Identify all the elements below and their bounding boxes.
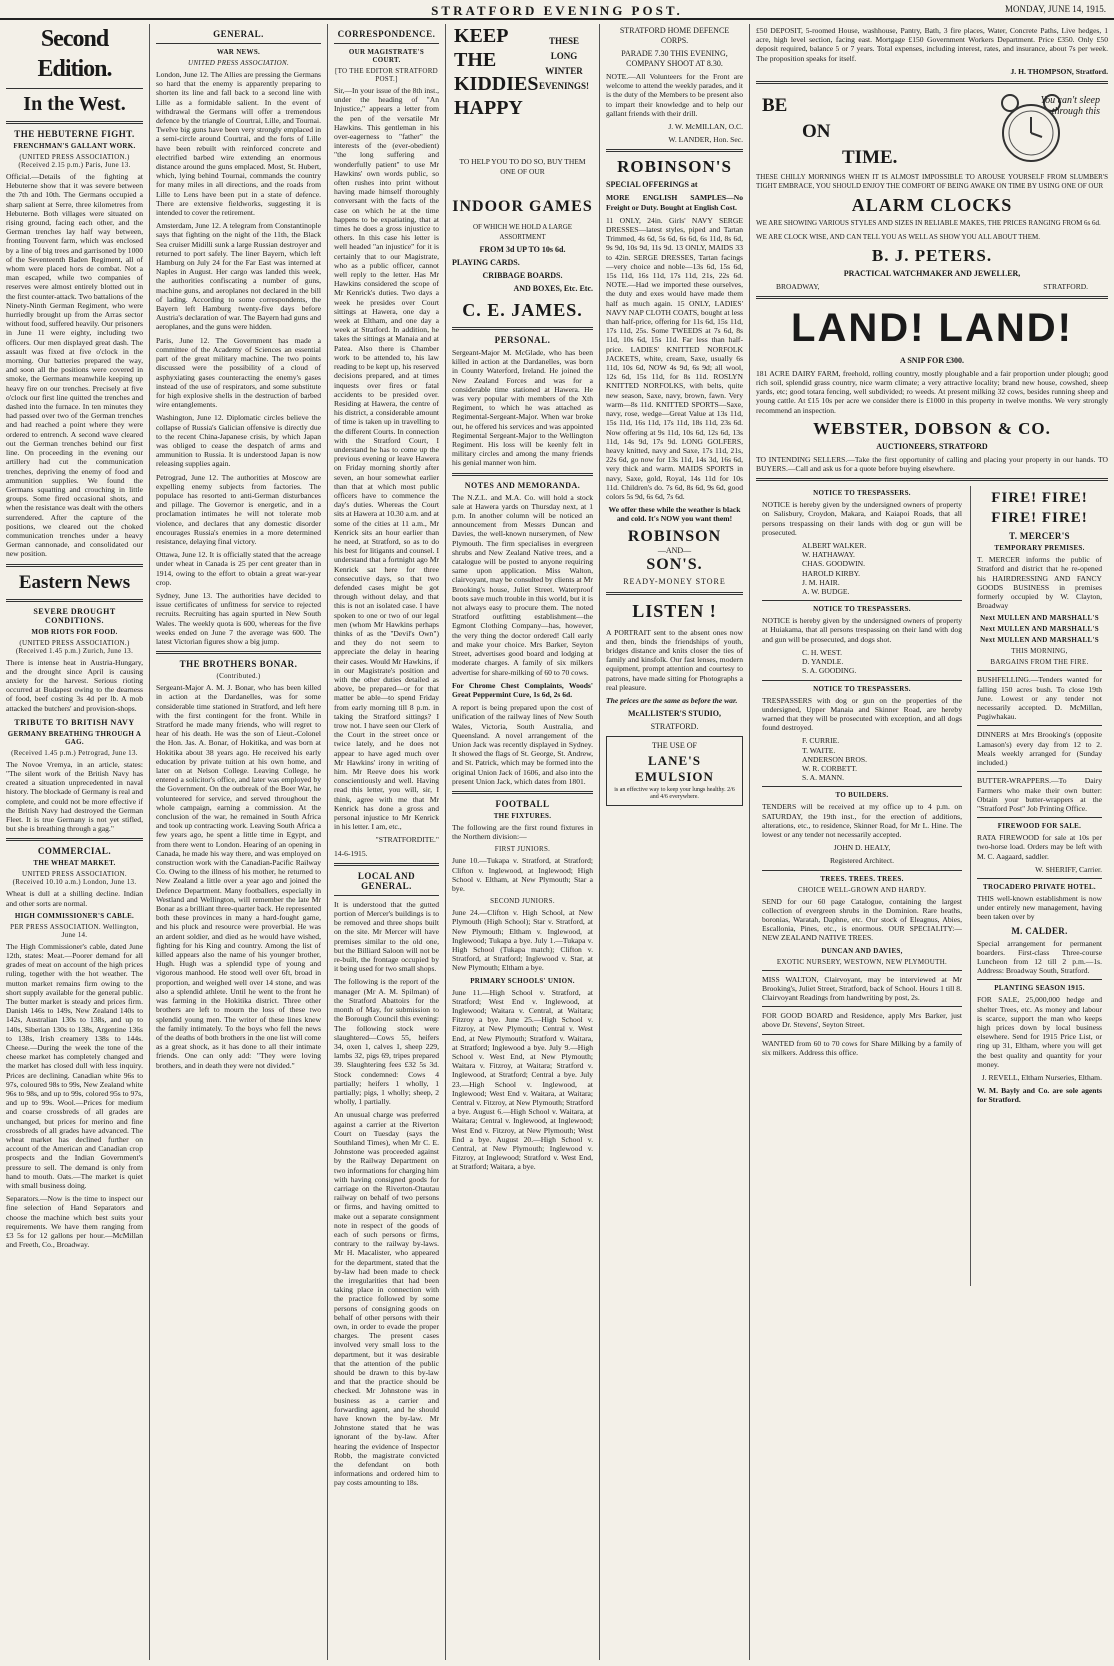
clockwise-text: WE ARE CLOCK WISE, AND CAN TELL YOU AS WELL AS SHOW YOU ALL ABOUT THEM.	[756, 232, 1040, 241]
peters-address	[756, 282, 1108, 291]
more-samples: MORE ENGLISH SAMPLES—No Freight or Duty. Bought at English Cost.	[606, 193, 743, 212]
portrait-text: A PORTRAIT sent to the absent ones now and then, binds the friendships of youth, bridges distance and knits closer the ties of family and kinsfolk. Our fast lenses, modern equipment, prompt attention and courtesy to patrons, have made sitting for Photographs a real pleasure.	[606, 627, 743, 692]
robinsons-title: ROBINSON'S	[617, 157, 732, 177]
next-mullen-2: Next MULLEN AND MARSHALL'S	[980, 625, 1099, 634]
healy-name: JOHN D. HEALY,	[833, 843, 891, 853]
mercer-body: T. MERCER informs the public of Stratford and district that he re-opened his HAIRDRESSING AND FANCY GOODS BUSINESS in premises formerly occupied by W. Clayton, Broadway	[977, 555, 1102, 611]
bayly-agents: W. M. Bayly and Co. are sole agents for Stratford.	[977, 1086, 1102, 1105]
navy-subhead: GERMANY BREATHING THROUGH A GAG.	[7, 729, 142, 746]
column-2	[150, 24, 328, 1660]
playing-cards: PLAYING CARDS.	[452, 258, 520, 267]
healy-title: Registered Architect.	[829, 856, 895, 866]
next-mullen-1: Next MULLEN AND MARSHALL'S	[980, 614, 1099, 623]
corps-oc: J. W. McMILLAN, O.C.	[668, 122, 743, 132]
the-text: THE	[454, 49, 497, 71]
trespass-2-title: NOTICE TO TRESPASSERS.	[813, 605, 911, 614]
drought-dateline: (UNITED PRESS ASSOCIATION.) (Received 1.45 p.m.) Zurich, June 13.	[15, 638, 134, 655]
sleep-caption: You can't sleep through this	[1040, 95, 1100, 118]
this-morning: THIS MORNING,	[1011, 647, 1068, 656]
these-text: THESE	[548, 36, 579, 46]
trespass-1-body: NOTICE is hereby given by the undersigned owners of property on Salisbury, Croydon, Makara, and Kaiapoi Roads, that all persons trespassing on their lands with dog or gun will be prosecuted.	[762, 500, 962, 537]
column-6-right	[970, 486, 1102, 1286]
walton-ad: MISS WALTON, Clairvoyant, may be interviewed at Mr Brooking's, Juliet Street, Stratford, back of School. Hours 1 till 8. Clairvoyant Readings from handwriting by post, 2s.	[762, 974, 962, 1002]
firewood-title: FIREWOOD FOR SALE.	[997, 822, 1082, 831]
signatory-name: ALBERT WALKER.	[802, 541, 867, 551]
mercer-name: T. MERCER'S	[1009, 531, 1070, 542]
intending-sellers: TO INTENDING SELLERS.—Take the first opportunity of calling and placing your property in our hands. TO BUYERS.—Call and ask us for a quote before buying elsewhere.	[756, 454, 1108, 474]
war-paris: Paris, June 12. The Government has made a committee of the Academy of Sciences an essential part of the great military machine. The two points discussed were the possibility of a cloud of asphyxiating gases counteracting the enemy's gases instead of the use of respirators, and some substitute for high explosive shells in the destruction of barbed wire entanglements.	[156, 335, 321, 410]
commercial-headline: COMMERCIAL.	[37, 846, 112, 857]
trees-choice: CHOICE WELL-GROWN AND HARDY.	[797, 885, 927, 894]
board-ad: FOR GOOD BOARD and Residence, apply Mrs Barker, just above Dr. Stevens', Seyton Street.	[762, 1011, 962, 1030]
games-ad	[452, 24, 593, 192]
signatory-name: S. A. GOODING.	[802, 666, 857, 676]
notes-headline: NOTES AND MEMORANDA.	[464, 480, 581, 490]
corps-sec: W. LANDER, Hon. Sec.	[668, 135, 743, 145]
trespass-3-body: TRESPASSERS with dog or gun on the properties of the undersigned, Upper Manaia and Skinner Road, are hereby warned that they will be prosecuted with exception, and all dogs found destroyed.	[762, 695, 962, 733]
auctioneers: AUCTIONEERS, STRATFORD	[876, 441, 988, 451]
second-juniors-body: June 24.—Clifton v. High School, at New Plymouth (High School); Star v. Stratford, at New Plymouth; Eltham v. Inglewood, at Inglewood; Tukapa a bye. July 1.—Tukapa v. High School (Tukapa match); Clifton v. Stratford, at Stratford; Inglewood v. Star, at New Plymouth; Eltham a bye.	[452, 908, 593, 973]
deposit-ad: £50 DEPOSIT, 5-roomed House, washhouse, Pantry, Bath, 3 fire places, Water, Concrete Paths, Live hedges, 1 acre, high level section, facing east. Mortgage £150 Government Workers Department. Price £350. Only £50 deposit required, balance 5 or 7 years. Total expenses, including interest, rates, and insurance, about 7s per week. The proposition speaks for itself.	[756, 26, 1108, 63]
navy-body: The Novoe Vremya, in an article, states: "The silent work of the British Navy has created a situation unprecedented in naval history. The blockade of Germany is real and complete, and could not be more effective if the British Navy had destroyed the German Fleet. It is true Germany is not yet stifled, but she is breathing through a gag."	[6, 759, 143, 834]
revell-name: J. REVELL, Eltham Nurseries, Eltham.	[981, 1072, 1102, 1082]
broadway-text: BROADWAY,	[776, 281, 820, 291]
exotic-nursery: EXOTIC NURSERY, WESTOWN, NEW PLYMOUTH.	[776, 957, 948, 966]
column-3	[328, 24, 446, 1660]
war-ottawa: Ottawa, June 12. It is officially stated that the acreage under wheat in Canada is 25 per cent greater than in 1914, owing to the effort to obtain a great war-year crop.	[156, 550, 321, 587]
studio-town: STRATFORD.	[650, 722, 699, 732]
showing-text: WE ARE SHOWING VARIOUS STYLES AND SIZES IN RELIABLE MAKES, THE PRICES RANGING FROM 6s 6d.	[756, 219, 1101, 228]
hebuterne-subhead: FRENCHMAN'S GALLANT WORK.	[13, 142, 136, 150]
builders-body: TENDERS will be received at my office up to 4 p.m. on SATURDAY, the 19th inst., for the erection of additions, alterations, etc., to residence, Skinner Road, for Mr L. Hine. The lowest or any tender not necessarily accepted.	[762, 802, 962, 839]
listen-title: LISTEN !	[632, 600, 717, 621]
signatory-name: W. R. CORBETT.	[802, 763, 858, 773]
trespass-3-names	[762, 736, 962, 782]
signatory-name: S. A. MANN.	[802, 773, 844, 783]
sheriff-name: W. SHERIFF, Carrier.	[1035, 864, 1102, 874]
column-4	[446, 24, 600, 1660]
james-name: C. E. JAMES.	[462, 300, 583, 320]
boxes-etc: AND BOXES, Etc. Etc.	[513, 284, 593, 293]
alarm-clocks-title: ALARM CLOCKS	[851, 195, 1013, 216]
trespass-1-title: NOTICE TO TRESPASSERS.	[813, 489, 911, 498]
be-text: BE	[762, 95, 788, 117]
planting-body: FOR SALE, 25,000,000 hedge and shelter Trees, etc. As money and labour is scarce, support the man who keeps high prices down by local business elsewhere. Send for 1915 Price List, or ring up 31, Eltham, where you will get the best quality and quantity for your money.	[977, 995, 1102, 1069]
trocadero-body: THIS well-known establishment is now under entirely new management, having been taken over by	[977, 893, 1102, 922]
war-news-headline: WAR NEWS.	[216, 48, 261, 56]
trespass-2-names	[762, 648, 962, 676]
thompson-signature: J. H. THOMPSON, Stratford.	[1010, 66, 1108, 76]
second-juniors: SECOND JUNIORS.	[490, 897, 555, 906]
issue-date: MONDAY, JUNE 14, 1915.	[1004, 4, 1106, 14]
planting-title: PLANTING SEASON 1915.	[994, 984, 1085, 993]
wheat-body: Wheat is dull at a shilling decline. Indian and other sorts are normal.	[6, 889, 143, 908]
eastern-title: Eastern News	[18, 571, 131, 593]
general-headline: GENERAL.	[213, 29, 264, 39]
letter-date: 14-6-1915.	[334, 848, 368, 858]
war-amsterdam: Amsterdam, June 12. A telegram from Constantinople says that fighting on the night of the 11th, the Black Sea cruiser Midilli sunk a large Russian destroyer and returned to port safely. The liner Bayern, which left Hamburg on July 24 for the Far East was interned at Naples in August. Her cargo was landed this week, the authorities confiscating a number of guns, machine guns, and aeroplanes not declared in the bill of lading. According to some correspondents, the Bayern left Hamburg twenty-five days before Austria's declaration of war. The Bayern had guns and aeroplanes, and the guns were hidden.	[156, 221, 321, 332]
prices-text: The prices are the same as before the war.	[606, 695, 738, 705]
chilly-text: THESE CHILLY MORNINGS WHEN IT IS ALMOST IMPOSSIBLE TO AROUSE YOURSELF FROM SLUMBER'S TIGHT EMBRACE, YOU SHOULD ENJOY THE COMFORT OF BEING AWAKE ON TIME BY USING ONE OF OUR	[756, 173, 1108, 191]
indoor-games-title: INDOOR GAMES	[452, 198, 593, 215]
primary-schools-body: June 11.—High School v. Stratford, at Stratford; West End v. Inglewood, at Inglewood; Waitara v. Central, at Waitara; Fitzroy a bye. June 25.—High School v. Fitzroy, at New Plymouth; Central v. West End, at New Plymouth; Stratford v. Waitara, at Stratford; Inglewood a bye. July 9.—High School v. West End, at New Plymouth; Waitara v. Fitzroy, at Waitara; Stratford v. Inglewood, at Stratford; Central a bye. July 23.—High School v. Inglewood, at Inglewood; West End v. Waitara, at Waitara; Central v. Fitzroy, at New Plymouth; Stratford a bye. August 6.—High School v. Waitara, at Waitara; Central v. Inglewood, at Inglewood; West End v. Fitzroy, at New Plymouth; West End a bye. August 20.—High School v. Central, at New Plymouth; Inglewood v. Fitzroy, at Inglewood; Stratford v. West End, at Stratford; Waitara, a bye.	[452, 987, 593, 1172]
snip-text: A SNIP FOR £300.	[899, 355, 964, 365]
trocadero-title: TROCADERO PRIVATE HOTEL.	[983, 882, 1096, 891]
bargains-text: BARGAINS FROM THE FIRE.	[990, 658, 1089, 667]
signatory-name: D. YANDLE.	[802, 657, 844, 667]
war-washington: Washington, June 12. Diplomatic circles believe the collapse of Russia's Galician offensive is directly due to the recent China-Japanese crisis, by which Japan was obliged to cease the despatch of arms and ammunition to Russia. It is understood Japan is now releasing supplies again.	[156, 413, 321, 469]
land-title: LAND! LAND!	[791, 305, 1073, 350]
wanted-ad: WANTED from 60 to 70 cows for Share Milking by a family of six milkers. Address this office.	[762, 1038, 962, 1057]
local-headline: LOCAL AND GENERAL.	[357, 870, 416, 891]
signatory-name: HAROLD KIRBY.	[802, 568, 861, 578]
signatory-name: F. CURRIE.	[802, 736, 840, 746]
to-editor: [TO THE EDITOR STRATFORD POST.]	[334, 67, 439, 83]
upa-credit: UNITED PRESS ASSOCIATION.	[187, 59, 290, 67]
primary-schools: PRIMARY SCHOOLS' UNION.	[470, 976, 575, 985]
time-text: TIME.	[842, 147, 898, 169]
duncan-name: DUNCAN AND DAVIES,	[821, 946, 903, 955]
drought-body: There is intense heat in Austria-Hungary, and the drought since April is causing anxiety for the harvest. Serious rioting occurred at Budapest owing to the dearness of food, beef costing 3s 4d per lb. A mob attacked the butchers' and provision-shops.	[6, 657, 143, 713]
trespass-2-body: NOTICE is hereby given by the undersigned owners of property at Huiakama, that all persons trespassing on their land with dog and gun will be prosecuted, and dogs shot.	[762, 616, 962, 644]
happy-text: HAPPY	[454, 97, 523, 119]
drought-subhead: MOB RIOTS FOR FOOD.	[31, 627, 118, 636]
column-5	[600, 24, 750, 1660]
farm-text: 181 ACRE DAIRY FARM, freehold, rolling country, mostly ploughable and a fair proportion under plough; good rich soil, splendid grass country, nice warm climate; a very attractive locality; brand new house, cowshed, sheep yards, etc; good totara fencing, well subdivided; ro weeds. At present milking 32 cows, besides running sheep and young cattle. At £15 10s per acre we consider there is £1000 in this property in twelve months. We very strongly recommend an inspection.	[756, 368, 1108, 415]
butter-wrappers-ad: BUTTER-WRAPPERS.—To Dairy Farmers who make their own butter: Obtain your butter-wrappers at the "Stratford Post" Job Printing Office.	[977, 776, 1102, 813]
clock-ad	[756, 89, 1108, 173]
local-carrier: An unusual charge was preferred against a carrier at the Riverton Court on Tuesday (says the Southland Times), when Mr C. E. Johnstone was proceeded against by the Railway Department on two informations for charging him with having consigned goods for carriage on the Riverton-Otautau railway on behalf of two persons or firms, and having omitted to make out a separate consignment note in respect of the goods of each of such persons or firms, contrary to the railway by-laws. Mr H. Macalister, who appeared for the department, stated that the by-law had been made to check the irregularities that had been taking place in connection with the practice followed by some persons of consigning goods on behalf of other persons with their own, in order to evade the proper charges. The present cases involved very small loss to the department, but it was desirable that the attention of the public should be drawn to this by-law and that the practice should be checked. Mr Johnstone was in business as a carrier and forwarding agent, and he should have known the by-law. Mr Johnstone stated that he was ignorant of the by-law. After hearing the evidence of Inspector Robb, the magistrate convicted the defendant on both informations and ordered him to pay costs amounting to 18s.	[334, 1110, 439, 1488]
next-mullen-3: Next MULLEN AND MARSHALL'S	[980, 636, 1099, 645]
signatory-name: W. HATHAWAY.	[802, 550, 855, 560]
wheat-dateline: UNITED PRESS ASSOCIATION. (Received 10.10 a.m.) London, June 13.	[12, 870, 137, 887]
war-sydney: Sydney, June 13. The authorities have decided to issue certificates of unfitness for service to rejected recruits. Recruiting has again spurted in New South Wales. The weekly quota is 600, whereas for the five weeks ended on June 7 the average was 600. The latest Victorian figures show a big jump.	[156, 590, 321, 646]
robinson-son-2: SON'S.	[646, 555, 703, 573]
first-juniors: FIRST JUNIORS.	[494, 845, 551, 854]
evenings-text: EVENINGS!	[538, 81, 589, 91]
cable-dateline: PER PRESS ASSOCIATION. Wellington, June 14.	[10, 922, 139, 939]
lanes-text: is an effective way to keep your lungs healthy. 2/6 and 4/6 everywhere.	[614, 787, 735, 801]
webster-dobson: WEBSTER, DOBSON & CO.	[813, 418, 1051, 438]
notes-body: The N.Z.L. and M.A. Co. will hold a stock sale at Hawera yards on Thursday next, at 1 p.m. In another column will be noticed an announcement from Messrs Duncan and Davies, the well-known nurserymen, of New Plymouth. The firm specialises in evergreen shrubs and New Zealand Native trees, and a catalogue will be posted to anyone requiring same upon application. Miss Walton, clairvoyant, may be consulted by clients at Mr Brooking's house, Juliet Street. Waterproof boots save much trouble in this world, but it is not always easy to procure them. The noted Stratford outfitting establishment—the Egmont Clothing Company—has, however, the very thing the doctor ordered! Call early and make your choice. Mrs Barker, Seyton Street, advertises good board and lodging at moderate charges. A family of six milkers advertise for share-milking of 60 to 70 cows.	[452, 492, 593, 677]
robinson-son-and: —AND—	[657, 545, 692, 555]
local-abattoirs: The following is the report of the manager (Mr A. M. Spilman) of the Stratford Abattoirs for the month of May, for submission to the Borough Council this evening: The following stock were slaughtered—Cows 55, heifers 34, oxen 1, calves 1, sheep 229, lambs 32, pigs 69, tripes prepared 39. Slaughtering fees £32 5s 3d. Stock condemned: Cows 4 partially; heifers 1 wholly, 1 partially; pigs, 1 wholly; sheep, 2 wholly, 1 partially.	[334, 977, 439, 1107]
cable-body: The High Commissioner's cable, dated June 12th, states: Meat.—Poorer demand for all grades of meat on account of the high prices ruling, together with the hot weather. The mutton market remains firm owing to the short supply available for the general public. The butter market is steady and prices firm. Danish 146s to 149s, New Zealand 140s to 142s, Australian 130s to 138s, and up to 140s, Siberian 130s to 138s, Argentine 136s to 138s, Irish creamery 138s to 144s. Cheese.—During the week the tone of the cheese market has completely changed and the market has closed dull with less inquiry. Prices are declining. Canadian white 96s to 97s, coloured 98s to 99s, New Zealand white 96s to 98s, and up to 99s, colored 95s to 97s, and up to 99s. Wool.—Prices for medium and coarse crossbreds of all grades are unchanged, but prices for merino and fine crossbreds of all grades have advanced. The wheat market has declined further on account of the American and Canadian crop prospects and the Indian Government's pressure to sell. The demand is only from hand to mouth. Oats.—The market is quiet with small business doing.	[6, 941, 143, 1191]
offer-text: We offer these while the weather is black and cold. It's NOW you want them!	[608, 505, 741, 524]
signatory-name: T. WAITE.	[802, 745, 836, 755]
cribbage-boards: CRIBBAGE BOARDS.	[482, 271, 563, 280]
fire-title: FIRE! FIRE! FIRE! FIRE!	[991, 490, 1088, 527]
column-6	[750, 24, 1114, 1660]
winter-text: WINTER	[545, 66, 583, 76]
signatory-name: ANDERSON BROS.	[802, 754, 867, 764]
ready-money: READY-MONEY STORE	[623, 576, 726, 586]
help-text: TO HELP YOU TO DO SO, BUY THEM ONE OF OUR	[459, 157, 586, 176]
builders-title: TO BUILDERS.	[835, 791, 889, 800]
letter-signature: "STRATFORDITE."	[375, 835, 439, 845]
court-headline: OUR MAGISTRATE'S COURT.	[348, 48, 425, 64]
football-headline: FOOTBALL	[495, 798, 550, 809]
trespass-3-title: NOTICE TO TRESPASSERS.	[813, 684, 911, 693]
hebuterne-body: Official.—Details of the fighting at Hebuterne show that it was severe between the 7th and 10th. The Germans occupied a sharp salient at Serre, three kilometres from Hebuterne. Both villages were situated on rising ground, facing each other, and the German trenches lay half way between, fronting Touvent farm, which was enclosed by a line of big trees and garrisoned by 1000 of the Seventeenth Baden Regiment, all of whom were placed hors de combat. Not a man escaped, while two companies of reserves were almost entirely blotted out in the first counter-attack. Two battalions of the Ninety-Ninth German Regiment, who were hurriedly brought up from the Arras sector without food, suffered heavily. Our prisoners in June 11 were eighty, including two officers. Our men displayed great dash. The assault was fixed at five o'clock in the morning. Our batteries prepared the way, and soon all the positions were covered in smoke, the Germans meanwhile keeping up heavy fire on our trenches. Precisely at five o'clock our first line quitted the trenches and dashed into the furnace. In ten minutes they had passed over two of the German trenches and had reached a point where they were ordered to entrench. A second wave cleared out the German trenches behind our first line. On proceeding in the evening our artillery had cut the communication trenches, depriving the enemy of food and ammunition supplies. We found the Germans squatting and crouching in little groups. Some fired occasional shots, and when the resistance was dealt with the others surrendered. After the capture of the positions, we cleared out the choked communication trenches under a heavy German cannonade, and consolidated our new position.	[6, 172, 143, 559]
bonar-headline: THE BROTHERS BONAR.	[179, 659, 298, 670]
wheat-headline: THE WHEAT MARKET.	[33, 859, 116, 868]
trees-title: TREES. TREES. TREES.	[820, 874, 904, 883]
column-6-left	[762, 486, 962, 1286]
lanes-ad	[606, 736, 743, 806]
war-petrograd: Petrograd, June 12. The authorities at Moscow are expelling enemy subjects from factories. The populace has resorted to anti-German disturbances and pillage. The Governor is energetic, and in a proclamation intimates he will not tolerate mob violence, and declares that any domestic disorder encourages Russia's enemies in a more determined resistance, delaying final victory.	[156, 472, 321, 546]
fixtures-headline: THE FIXTURES.	[493, 811, 552, 820]
assortment-text: OF WHICH WE HOLD A LARGE ASSORTMENT	[472, 223, 573, 241]
dinners-ad: DINNERS at Mrs Brooking's (opposite Lamason's) every day from 12 to 2. Meals weekly arranged for (Sunday included.)	[977, 730, 1102, 768]
robinson-son-1: ROBINSON	[627, 527, 722, 545]
hebuterne-headline: THE HEBUTERNE FIGHT.	[14, 129, 135, 139]
robinsons-list: 11 ONLY, 24in. Girls' NAVY SERGE DRESSES—latest styles, piped and Tartan Trimmed, 4s 6d, 5s 6d, 6s 6d, 6s 11d, 8s 6d, 9s 9d, 10s 9d, 11s 9d. 13 ONLY, MAIDS 33 to 42in. SERGE DRESSES, Tartan facings—very choice and noble—13s 6d, 15s 6d, 15s 11d, 16s 11d, 17s 11d, 21s, 22s 6d. NOTE.—Had we imported these ourselves, the duty and exes would have made them half as much again. 15 ONLY, LADIES' NAVY NAP CLOTH COATS, bought at less than half-price, offering for 11s 6d, 15s 11d, 17s 11d, 25s. Some TWEEDS at 7s 6d, 8s 11d, 10s 6d, 15s 11d. Far less than half-price. LADIES' KNITTED NORFOLK JACKETS, white, cream, Saxe, usually 6s 11d, 10s 6d, NOW 4s 9d, 6s 9d; all wool, 12s 6d, 15s 11d, for 8s 11d. ROSLYN KNITTED NORFOLKS, with belts, quite new season, Saxe, navy, brown, fawn. Very warm—8s 11d. KNITTED SPORTS—Saxe, navy, rose, wedge—Great Value at 13s 11d, 15s 11d, 16s 11d, 17s 11d, 18s 11d, 23s 6d. Now offering at 9s 11d, 10s 6d, 12s 6d, 13s 11d, 14s 9d, 17s 9d. LONG GOLFERS, heavy knitted, navy and Saxe, 17s 11d, 21s, 22s 6d, go now for 13s 11d, 14s 3d, 16s 6d, very thick and warm. MAIDS SPORTS in navy, Saxe, gold, Royal, 14s 11d for 10s 11d. Children's do. 7s 6d, 8s 6d, 9s 6d, good colors 5s 9d, 6s 6d, 7s 6d.	[606, 215, 743, 501]
peters-name: B. J. PETERS.	[871, 245, 993, 265]
local-mercer: It is understood that the gutted portion of Mercer's buildings is to be removed and three shops built on the site. Mr Mercer will have premises similar to the old one, but the Billiard Saloon will not be re-built, the frontage occupied by it being used for two small shops.	[334, 899, 439, 974]
temporary-premises: TEMPORARY PREMISES.	[994, 544, 1085, 553]
watchmaker: PRACTICAL WATCHMAKER AND JEWELLER,	[843, 268, 1021, 278]
kiddies-text: KIDDIES	[454, 73, 539, 95]
studio-name: McALLISTER'S STUDIO,	[628, 709, 721, 719]
bushfelling-ad: BUSHFELLING.—Tenders wanted for falling 150 acres bush. To close 19th June. Lowest or any tender not necessarily accepted. D. McMillan, Pugiwhakau.	[977, 675, 1102, 722]
special-offerings: SPECIAL OFFERINGS at	[606, 180, 698, 190]
price-range: FROM 3d UP TO 10s 6d.	[479, 245, 566, 254]
lanes-title: LANE'S EMULSION	[635, 753, 714, 785]
calder-body: Special arrangement for permanent boarders. First-class Three-course Luncheon from 12 till 2 p.m.—1s. Address: Broadway South, Stratford.	[977, 938, 1102, 976]
signatory-name: C. H. WEST.	[802, 647, 843, 657]
use-of: THE USE OF	[652, 741, 697, 751]
chrome-ad: For Chrome Chest Complaints, Woods' Great Peppermint Cure, 1s 6d, 2s 6d.	[452, 680, 593, 699]
trees-body: SEND for our 60 page Catalogue, containing the largest collection of evergreen shrubs in the Dominion. Rare heaths, boronias, Waratah, Daphne, etc. Our stock of Eleagnus, Abies, Escallonia, Pines, etc., is enormous. OUR SPECIALITY:— NEW ZEALAND NATIVE TREES.	[762, 896, 962, 943]
court-letter: Sir,—In your issue of the 8th inst., under the heading of "An Injustice," appears a letter from the pen of the versatile Mr Hawkins. This gentleman in his over-eagerness to "father" the interests of the (ever-obedient) "the long suffering and wonderfully patient" to use Mr Hawkins' own words public, so often rushes into print without having made himself thoroughly conversant with the facts of the case on which he at the time happens to be expatiating, that at times he does a gross injustice to others. In this case his letter is well headed "an injustice" for it is certainly that to our Magistrate, who as a public officer, cannot well reply to the letter. Has Mr Hawkins considered the scope of Mr Kenrick's duties. Two days a week he presides over Court sittings at Hawera, one day a week at Eltham, and one day a week at Stratford. In addition, he takes the sittings at Manaia and at Patea. Also there is Chamber work to be attended to, his law reading to be kept up, his reserved decisions prepared, and at times inquests over fires or fatal accidents to be presided over. Residing at Hawera, the centre of his district, a considerable amount of time is taken up in travelling to the different Courts. In connection with the Stratford Court, I understand he has to come up the previous evening or leave Hawera on Friday morning shortly after seven, an hour somewhat earlier than that at which most public officers have to commence the day's duties. Whereas the Court sits at Hawera at 10.30 a.m. and at some of the cities at 11 a.m., Mr Kenrick sits an hour earlier than he need, at Stratford, so as to do his best for litigants and counsel. I understand that a fortnight ago Mr Kenrick sat here for three consecutive days, so that two defended cases might be got through without delay, and that this is not an isolated case. I have spoken to one or two of our legal men (whom Mr Hawkins perhaps thinks of as the "Devil's Own") and they do not seem to appreciate the delay in hearing their cases. Would Mr Hawkins, if in our Magistrate's position and with the other duties detailed as above, be prepared—or for that matter be able—to spend Friday from early morning till 8 p.m. in taking the Stratford sittings? I trow not. I have seen our Clerk of the Court in the street once or twice lately, and he does not appear to have aged much over Mr Hawkins' irony in writing of him. Mr Reeve does his work conscientiously and well. Having read this letter, you will, sir, I think, agree with me that Mr Kenrick has done a gross and personal injustice to Mr Kenrick in his letter. I am, etc.,	[334, 86, 439, 832]
newspaper-title: STRATFORD EVENING POST.	[431, 3, 683, 18]
first-juniors-body: June 10.—Tukapa v. Stratford, at Stratford; Clifton v. Inglewood, at Inglewood; High School v. Eltham, at New Plymouth; Star a bye.	[452, 856, 593, 893]
notes-body-2: A report is being prepared upon the cost of unification of the railway lines of New South Wales, Victoria, South Australia, and Queensland. A novel arrangement of the Union Jack was recently displayed in Sydney. It showed the flags of St. George, St. Andrew, and St. Patrick, which may be formed into the original Union Jack of 1606, and also into the present Union Jack, which dates from 1801.	[452, 703, 593, 786]
column-1	[0, 24, 150, 1660]
signatory-name: A. W. BUDGE.	[802, 587, 850, 597]
masthead	[0, 0, 1114, 20]
signatory-name: CHAS. GOODWIN.	[802, 559, 866, 569]
navy-headline: TRIBUTE TO BRITISH NAVY	[14, 717, 135, 727]
keep-text: KEEP	[454, 25, 509, 47]
hebuterne-dateline: (UNITED PRESS ASSOCIATION.) (Received 2.15 p.m.) Paris, June 13.	[18, 153, 131, 169]
correspondence-headline: CORRESPONDENCE.	[337, 29, 436, 39]
edition-title: Second Edition.	[37, 26, 112, 82]
corps-title: STRATFORD HOME DEFENCE CORPS.	[619, 26, 730, 45]
navy-dateline: (Received 1.45 p.m.) Petrograd, June 13.	[11, 748, 138, 757]
personal-body: Sergeant-Major M. McGlade, who has been killed in action at the Dardanelles, was born in County Waterford, Ireland. He joined the New Zealand Forces and was for a considerable time stationed at Hawera. He was very popular with members of the Xth Regiment, to which he was attached as Regimental-Sergeant-Major. When war broke out, he offered his services and was appointed Regimental Sergeant-Major to the Wellington Regiment. His loss will be keenly felt in military circles and among the many friends his genial manner won him.	[452, 348, 593, 468]
drought-headline: SEVERE DROUGHT CONDITIONS.	[33, 606, 116, 625]
fixtures-intro: The following are the first round fixtures in the Northern division:—	[452, 822, 593, 842]
long-text: LONG	[550, 51, 578, 61]
parade-text: PARADE 7.30 THIS EVENING, COMPANY SHOOT AT 8.30.	[621, 49, 728, 68]
corps-note: NOTE.—All Volunteers for the Front are welcome to attend the weekly parades, and it is the duty of the Members to be present also to impart their knowledge and to help our gallant friends with their drill.	[606, 72, 743, 118]
personal-headline: PERSONAL.	[494, 335, 551, 345]
rata-ad: RATA FIREWOOD for sale at 10s per two-horse load. Orders may be left with M. C. Aagaard, saddler.	[977, 833, 1102, 861]
separators-notice: Separators.—Now is the time to inspect our fine selection of Hand Separators and choose the machine which best suits your requirements. We have them ranging from £3 5s for 12 gallons per hour.—McMillan and Freeth, Co., Broadway.	[6, 1194, 143, 1250]
on-text: ON	[802, 121, 831, 143]
trespass-1-names	[762, 541, 962, 596]
bonar-contributed: (Contributed.)	[216, 672, 261, 681]
war-london: London, June 12. The Allies are pressing the Germans so hard that the enemy is apparently preparing to shorten its line and fall back to a second line with Lille as a formidable salient. In the event of withdrawal the Germans will offer a tremendous defence by the triangle of Courtrai, Lille, and Tournai. Twelve big guns have been very strongly emplaced in a semi-circle around Courtrai, and the forts of Lille have been rebuilt with reinforced concrete and electrified barbed wire extending an enormous distance around the guns emplaced. Most, St. Hubert, which, lying behind Tournai, commands the country for many miles in all directions, and the roads from Lille to Lens have been put in a state of defence. There are extensive fieldworks, suggesting it is intended to cover the retirement.	[156, 70, 321, 218]
bonar-body: Sergeant-Major A. M. J. Bonar, who has been killed in action at the Dardanelles, was for some considerable time stationed in Stratford, and left here with the first contingent for the front. While in Stratford he made many friends, who will regret to hear of his death. He was the son of Lieut.-Colonel the Hon. Jas. A. Bonar, of Hokitika, and was born at Hokitika about 38 years ago. He received his early education by private tuition at his own home, and later on at Nelson College. Leaving College, he entered a solicitor's office, and later was employed by the Government. On the outbreak of the Boer War, he volunteered for service, and served throughout the whole campaign, earning a commission. At the conclusion of the war, he remained in South Africa and took up contracting work. Leaving South Africa a few years ago, he spent a little time in Egypt, and from there went to London. Hearing of an opening in Canada, he made his way there, and was employed on construction work with the Canadian-Pacific Railway Co. Owing to the illness of his mother, he returned to New Zealand a little over a year ago and joined the Defence Department. Many footballers, especially in Westland and Wellington, will remember the late Mr Bonar as a brilliant three-quarter back. He represented both these provinces in many a hard-fought game, and his pluck and resource were proverbial. He was an ardent soldier, and died as he would have wished, fighting for his King and country. Among the list of killed appears also the name of his younger brother, Hugh. Hugh was a splendid type of young and vigorous manhood. He stood well over 6ft, broad in proportion, and weighed well over 14 stone, and was also a splendid athlete. Until he went to the front he was farming in the Hokitika district. Three other brothers are left to mourn the loss of these two splendid young men. The writer of these lines knew the family intimately. To the boys who fell the news of the deaths of both brothers in the one list will come as a great shock, as it has done to all their intimate friends. One can only add: "They were loving brothers, and in death they were not divided."	[156, 683, 321, 1070]
stratford-text: STRATFORD.	[1043, 281, 1088, 291]
signatory-name: J. M. HAIR.	[802, 577, 840, 587]
calder-name: M. CALDER.	[1011, 925, 1068, 936]
west-title: In the West.	[23, 93, 126, 115]
cable-headline: HIGH COMMISSIONER'S CABLE.	[14, 911, 135, 920]
